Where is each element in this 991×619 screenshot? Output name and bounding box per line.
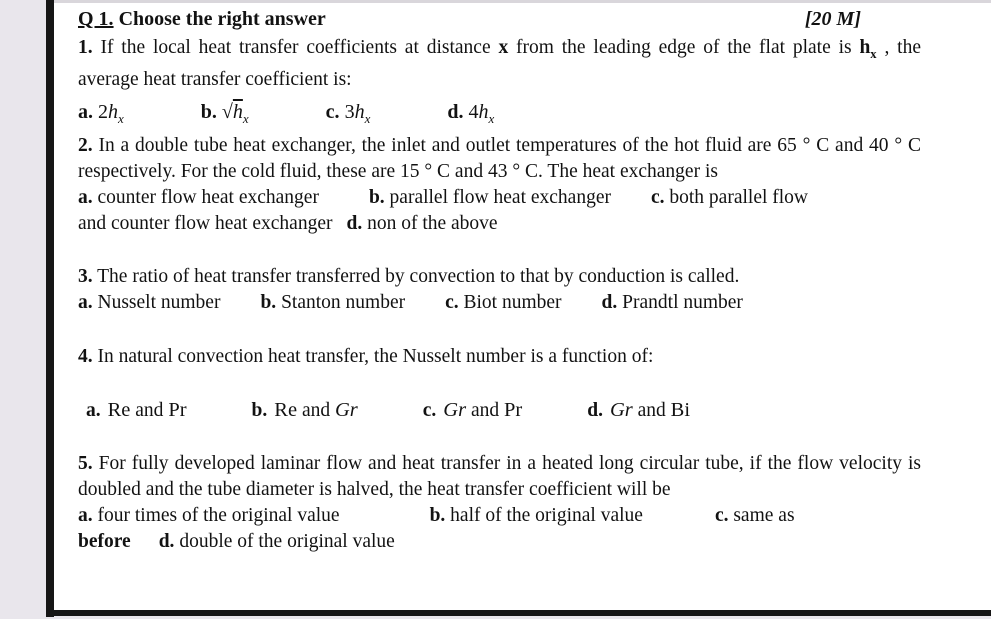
question-3-options — [78, 290, 921, 316]
math-variable: h — [478, 100, 489, 123]
text-run: For fully developed laminar flow and heat transfer in a heated long circular tube, if the flow velocity is doubled and the tube diameter is halved, the heat transfer coefficient will be — [78, 452, 921, 500]
math-variable: h — [108, 100, 118, 123]
text-run: and — [130, 399, 169, 421]
exam-header — [78, 7, 921, 31]
q1-option-d — [447, 97, 494, 134]
var-x: x — [498, 37, 509, 58]
option-label: c. — [325, 100, 340, 123]
q2-option-b — [369, 187, 611, 208]
question-group-label: Q 1. — [78, 8, 114, 30]
math-symbol: Bi — [670, 398, 691, 421]
text-run: , the average heat transfer coefficient is: — [78, 37, 921, 90]
q2-option-c-continued — [78, 213, 332, 234]
q4-option-b — [252, 400, 358, 421]
option-label: c. — [650, 186, 665, 208]
option-text: four times of the original value — [92, 504, 340, 526]
q3-option-a — [78, 292, 220, 313]
option-text: counter flow heat exchanger — [92, 186, 319, 208]
q4-option-c — [423, 400, 522, 421]
page-left-border — [46, 0, 54, 617]
option-label: b. — [368, 186, 385, 208]
option-label: b. — [200, 100, 217, 123]
q3-option-b — [260, 292, 405, 313]
option-label: b. — [429, 504, 446, 526]
option-label: d. — [601, 291, 618, 313]
question-5-text — [78, 451, 921, 503]
document-page — [54, 3, 991, 610]
q5-option-a — [78, 505, 340, 526]
option-label: a. — [78, 504, 93, 526]
marks-badge: [20 M] — [804, 8, 861, 30]
q1-option-b — [201, 97, 249, 134]
q3-option-c — [445, 292, 561, 313]
q5-option-b — [430, 505, 643, 526]
option-text: non of the above — [362, 212, 498, 234]
option-text: Biot number — [458, 291, 562, 313]
q5-option-c — [715, 505, 795, 526]
header-title — [78, 7, 326, 31]
math-symbol: Gr — [334, 398, 358, 421]
option-label: d. — [158, 530, 175, 552]
q2-option-a — [78, 187, 319, 208]
option-text: half of the original value — [445, 504, 643, 526]
option-text: and counter flow heat exchanger — [78, 212, 333, 234]
page-content — [54, 3, 991, 555]
text-run: and — [466, 399, 504, 421]
q2-option-d — [346, 213, 497, 234]
option-text: Prandtl number — [617, 291, 743, 313]
var-h: h — [859, 37, 871, 58]
question-1-text — [78, 35, 921, 93]
math-symbol: Gr — [609, 398, 633, 421]
question-1-number: 1. — [78, 37, 93, 58]
option-label: c. — [714, 504, 729, 526]
math-variable: h — [232, 100, 243, 123]
text-run: The ratio of heat transfer transferred by convection to that by conduction is called. — [92, 265, 740, 287]
option-label: a. — [86, 399, 101, 421]
text-run: and — [297, 399, 335, 421]
option-text: Stanton number — [276, 291, 406, 313]
math-symbol: Gr — [443, 398, 467, 421]
question-5-number: 5. — [78, 452, 93, 474]
math-subscript: x — [242, 110, 249, 126]
math-coefficient: 2 — [98, 100, 108, 123]
option-text: Nusselt number — [92, 291, 221, 313]
question-2-text — [78, 133, 921, 185]
math-symbol: Pr — [168, 398, 187, 421]
question-5-options-line2 — [78, 529, 921, 555]
math-subscript: x — [364, 110, 371, 126]
question-3-text — [78, 264, 921, 290]
radical-sign: √ — [221, 100, 233, 123]
header-title-text: Choose the right answer — [113, 8, 326, 30]
q1-option-a — [78, 97, 124, 134]
option-label: c. — [445, 291, 459, 313]
option-text: same as — [728, 504, 795, 526]
option-label: b. — [251, 399, 268, 421]
question-1-options — [78, 97, 921, 127]
q3-option-d — [602, 292, 743, 313]
option-text: parallel flow heat exchanger — [384, 186, 611, 208]
question-2-number: 2. — [78, 134, 93, 156]
option-label: d. — [346, 212, 363, 234]
question-2-options-line1 — [78, 185, 921, 211]
option-text: both parallel flow — [664, 186, 809, 208]
text-run: and — [632, 399, 671, 421]
question-4-options — [78, 397, 921, 424]
q5-option-c-continued — [78, 531, 131, 552]
text-run: If the local heat transfer coefficients at distance — [92, 37, 499, 58]
option-label: d. — [587, 399, 603, 421]
option-label: a. — [78, 100, 93, 123]
text-run: In natural convection heat transfer, the Nusselt number is a function of: — [92, 345, 654, 367]
option-label: a. — [78, 186, 93, 208]
question-4-number: 4. — [78, 345, 93, 367]
question-2-options-line2 — [78, 211, 921, 237]
math-subscript: x — [488, 110, 495, 126]
option-label: a. — [78, 291, 93, 313]
question-5-options-line1 — [78, 503, 921, 529]
q5-option-d — [159, 531, 395, 552]
math-coefficient: 3 — [344, 100, 355, 123]
math-subscript: x — [118, 110, 124, 126]
q4-option-d — [587, 400, 690, 421]
option-text: before — [78, 530, 131, 552]
text-run: from the leading edge of the flat plate is — [508, 37, 860, 58]
q2-option-c — [651, 187, 808, 208]
option-label: b. — [260, 291, 277, 313]
option-text: double of the original value — [174, 530, 395, 552]
math-symbol: Pr — [504, 398, 523, 421]
question-3-number: 3. — [78, 265, 93, 287]
math-symbol: Re — [274, 398, 298, 421]
q4-option-a — [86, 400, 187, 421]
math-coefficient: 4 — [468, 100, 479, 123]
page-bottom-border — [54, 610, 991, 616]
math-symbol: Re — [107, 398, 131, 421]
option-label: d. — [447, 100, 464, 123]
math-variable: h — [354, 100, 365, 123]
option-label: c. — [422, 399, 437, 421]
q1-option-c — [326, 97, 371, 134]
question-4-text — [78, 344, 921, 370]
text-run: In a double tube heat exchanger, the inlet and outlet temperatures of the hot fluid are 65 ° C and 40 ° C respectively. For the cold fluid, these are 15 ° C and 43 ° C. The heat exchanger is — [78, 134, 921, 182]
var-h-subscript: x — [870, 46, 877, 61]
